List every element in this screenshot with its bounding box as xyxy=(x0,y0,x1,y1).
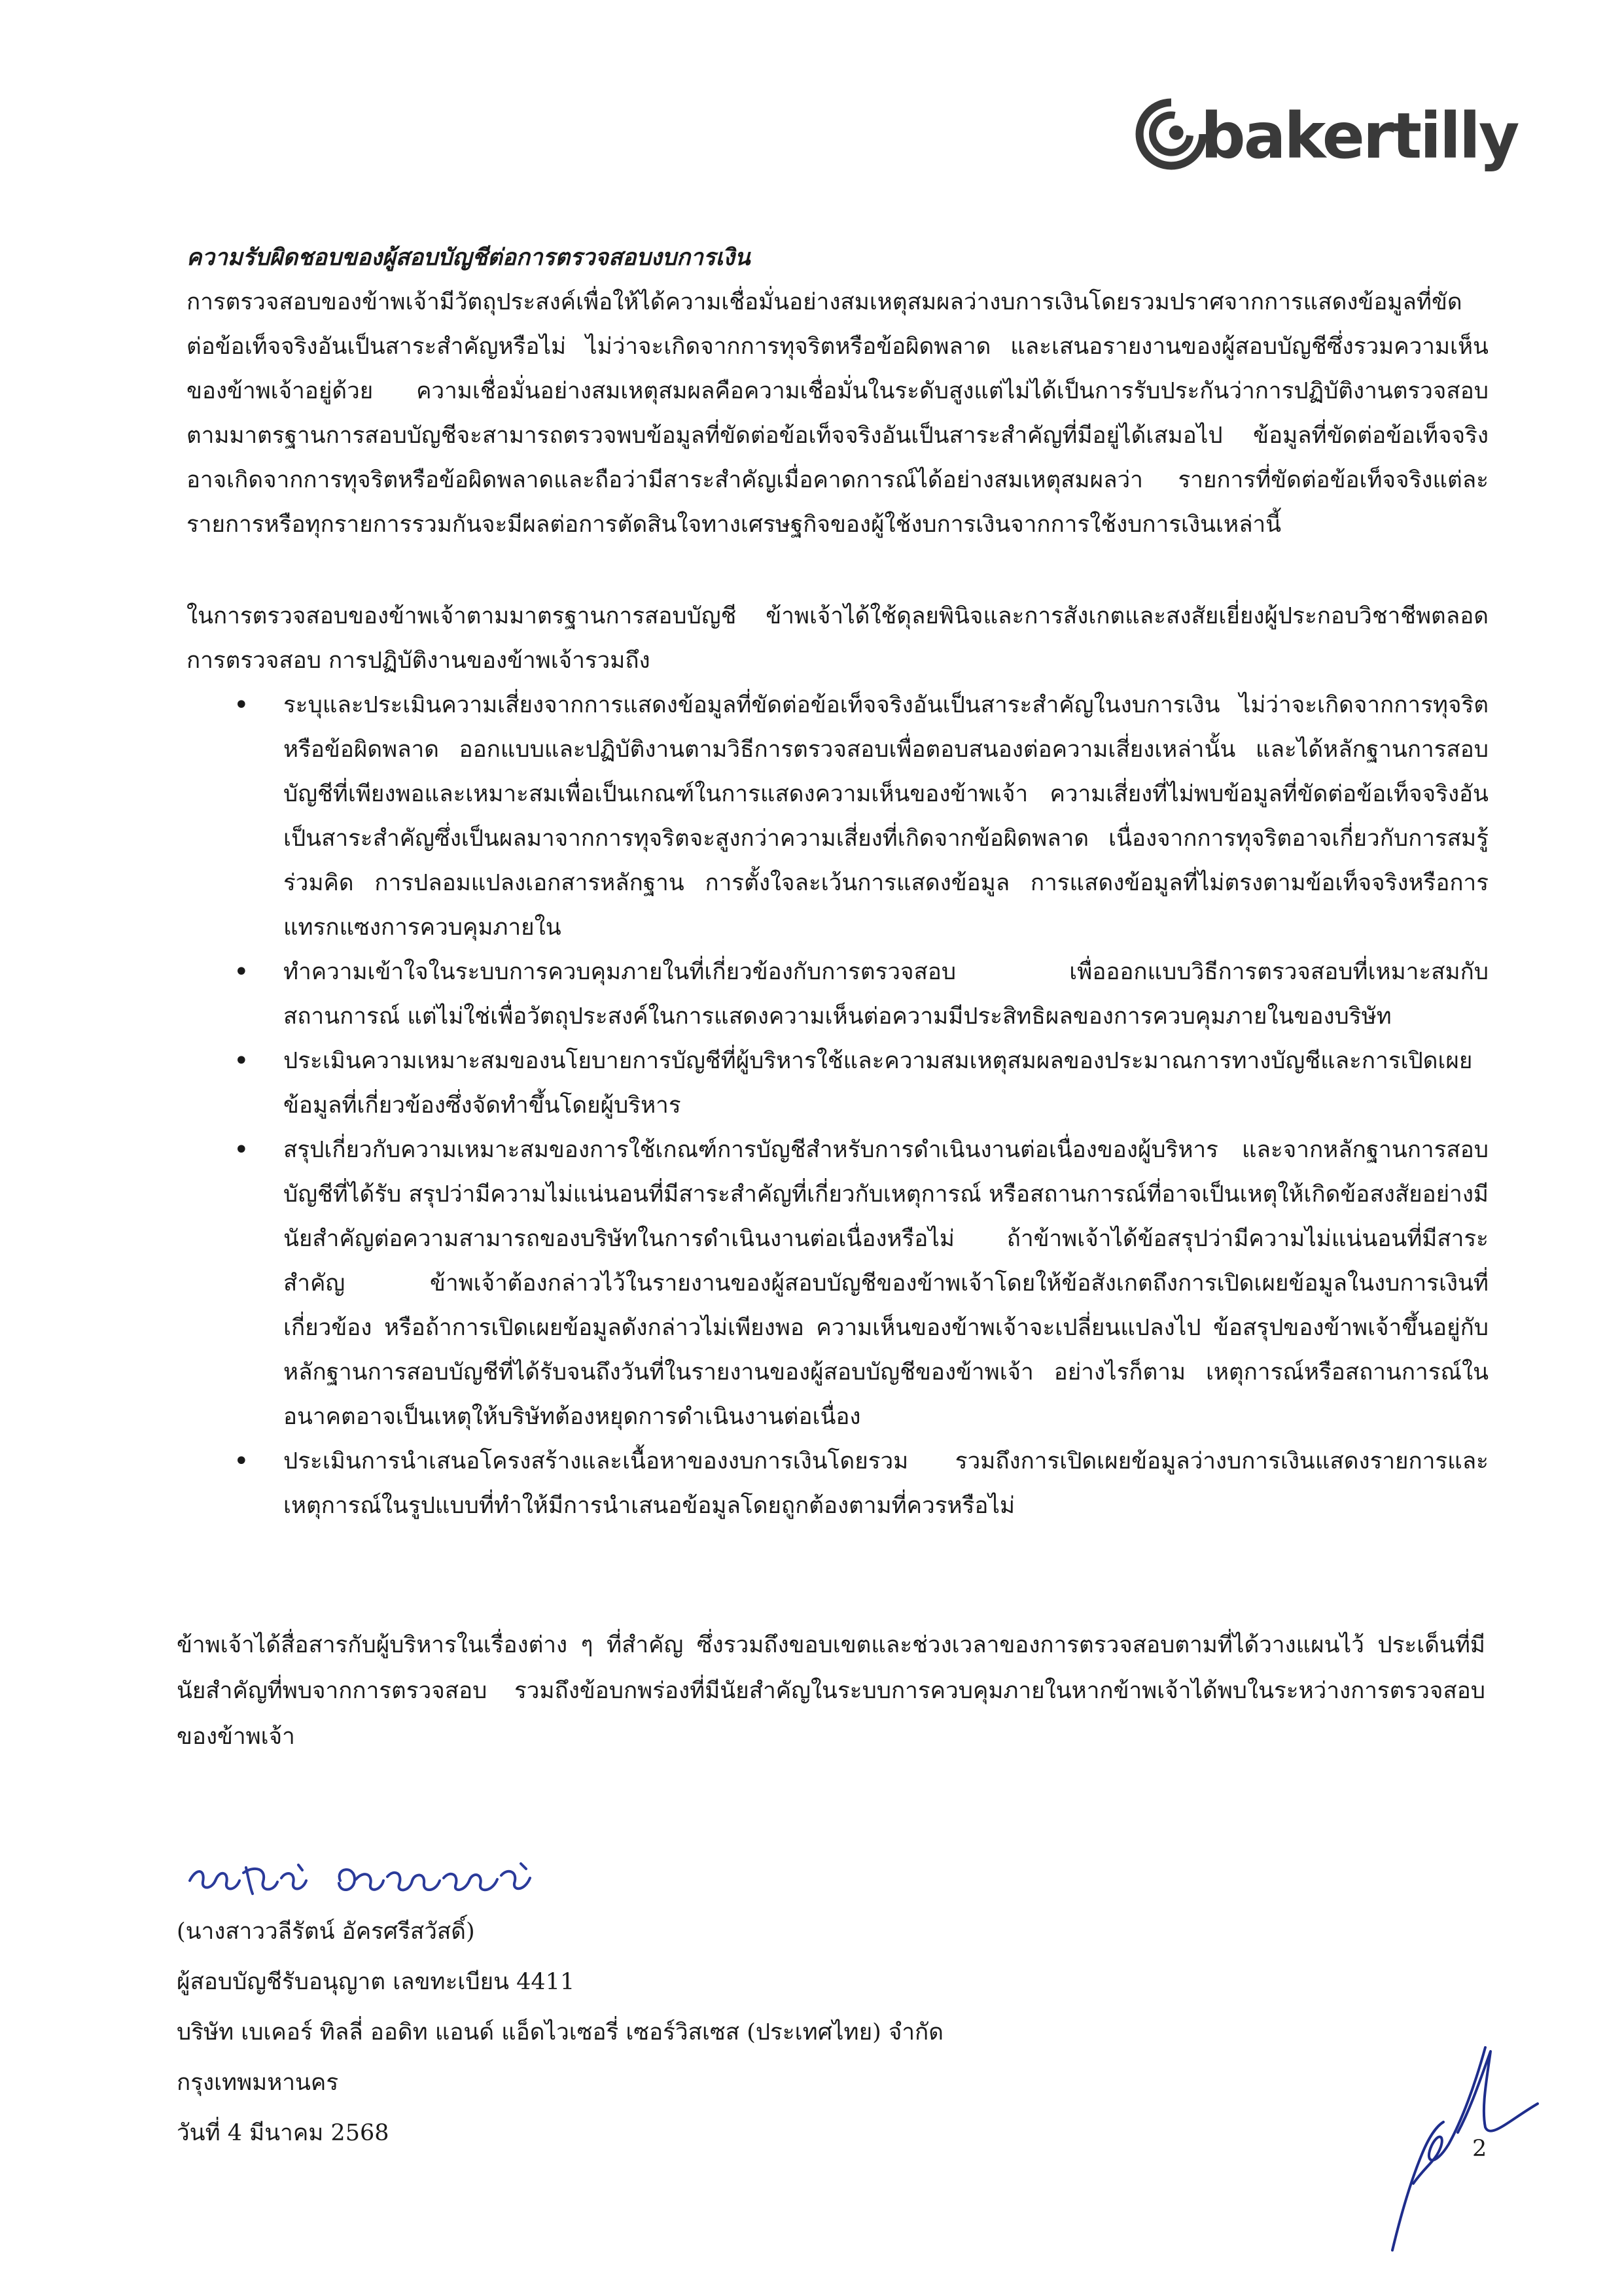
audit-firm: บริษัท เบเคอร์ ทิลลี่ ออดิท แอนด์ แอ็ดไวเซอรี่ เซอร์วิสเซส (ประเทศไทย) จำกัด xyxy=(177,2019,944,2045)
bakertilly-logo-mark-icon xyxy=(1135,98,1207,170)
handwritten-initials xyxy=(1381,2034,1551,2257)
list-item xyxy=(186,950,1489,1039)
auditor-name: (นางสาววลีรัตน์ อัครศรีสวัสดิ์) xyxy=(177,1919,475,1945)
list-item xyxy=(186,683,1489,950)
section-heading: ความรับผิดชอบของผู้สอบบัญชีต่อการตรวจสอบงบการเงิน xyxy=(186,244,750,271)
list-item xyxy=(186,1128,1489,1439)
auditor-license: ผู้สอบบัญชีรับอนุญาต เลขทะเบียน 4411 xyxy=(177,1969,575,1995)
report-date: วันที่ 4 มีนาคม 2568 xyxy=(177,2120,389,2146)
list-item-text: ประเมินความเหมาะสมของนโยบายการบัญชีที่ผู้บริหารใช้และความสมเหตุสมผลของประมาณการทางบัญชีและการเปิดเผยข้อมูลที่เกี่ยวข้องซึ่งจัดทำขึ้นโดยผู้บริหาร xyxy=(283,1048,1473,1119)
handwritten-signature xyxy=(183,1841,550,1913)
page-number: 2 xyxy=(1472,2136,1487,2162)
list-item xyxy=(186,1439,1489,1528)
report-body xyxy=(186,235,1489,1528)
paragraph-spacer xyxy=(186,547,1489,594)
procedure-list xyxy=(186,683,1489,1528)
list-item-text: สรุปเกี่ยวกับความเหมาะสมของการใช้เกณฑ์การบัญชีสำหรับการดำเนินงานต่อเนื่องของผู้บริหาร และจากหลักฐานการสอบบัญชีที่ได้รับ สรุปว่ามีความไม่แน่นอนที่มีสาระสำคัญที่เกี่ยวกับเหตุการณ์ หรือสถานการณ์ที่อาจเป็นเหตุให้เกิดข้อสงสัยอย่างมีนัยสำคัญต่อความสามารถของบริษัทในการดำเนินงานต่อเนื่องหรือไม่ ถ้าข้าพเจ้าได้ข้อสรุปว่ามีความไม่แน่นอนที่มีสาระสำคัญ ข้าพเจ้าต้องกล่าวไว้ในรายงานของผู้สอบบัญชีของข้าพเจ้าโดยให้ข้อสังเกตถึงการเปิดเผยข้อมูลในงบการเงินที่เกี่ยวข้อง หรือถ้าการเปิดเผยข้อมูลดังกล่าวไม่เพียงพอ ความเห็นของข้าพเจ้าจะเปลี่ยนแปลงไป ข้อสรุปของข้าพเจ้าขึ้นอยู่กับหลักฐานการสอบบัญชีที่ได้รับจนถึงวันที่ในรายงานของผู้สอบบัญชีของข้าพเจ้า อย่างไรก็ตาม เหตุการณ์หรือสถานการณ์ในอนาคตอาจเป็นเหตุให้บริษัทต้องหยุดการดำเนินงานต่อเนื่อง xyxy=(283,1137,1489,1430)
bullet-icon: • xyxy=(234,1135,249,1165)
logo-wordmark: bakertilly xyxy=(1201,99,1518,173)
bullet-icon: • xyxy=(234,1046,249,1076)
bullet-icon: • xyxy=(234,957,249,987)
paragraph-objectives: การตรวจสอบของข้าพเจ้ามีวัตถุประสงค์เพื่อให้ได้ความเชื่อมั่นอย่างสมเหตุสมผลว่างบการเงินโดยรวมปราศจากการแสดงข้อมูลที่ขัดต่อข้อเท็จจริงอันเป็นสาระสำคัญหรือไม่ ไม่ว่าจะเกิดจากการทุจริตหรือข้อผิดพลาด และเสนอรายงานของผู้สอบบัญชีซึ่งรวมความเห็นของข้าพเจ้าอยู่ด้วย ความเชื่อมั่นอย่างสมเหตุสมผลคือความเชื่อมั่นในระดับสูงแต่ไม่ได้เป็นการรับประกันว่าการปฏิบัติงานตรวจสอบตามมาตรฐานการสอบบัญชีจะสามารถตรวจพบข้อมูลที่ขัดต่อข้อเท็จจริงอันเป็นสาระสำคัญที่มีอยู่ได้เสมอไป ข้อมูลที่ขัดต่อข้อเท็จจริงอาจเกิดจากการทุจริตหรือข้อผิดพลาดและถือว่ามีสาระสำคัญเมื่อคาดการณ์ได้อย่างสมเหตุสมผลว่า รายการที่ขัดต่อข้อเท็จจริงแต่ละรายการหรือทุกรายการรวมกันจะมีผลต่อการตัดสินใจทางเศรษฐกิจของผู้ใช้งบการเงินจากการใช้งบการเงินเหล่านี้ xyxy=(186,289,1489,538)
bullet-icon: • xyxy=(234,690,249,720)
bullet-icon: • xyxy=(234,1446,249,1476)
list-item xyxy=(186,1039,1489,1128)
bakertilly-logo xyxy=(1135,93,1518,191)
city: กรุงเทพมหานคร xyxy=(177,2070,339,2096)
list-item-text: ระบุและประเมินความเสี่ยงจากการแสดงข้อมูลที่ขัดต่อข้อเท็จจริงอันเป็นสาระสำคัญในงบการเงิน ไม่ว่าจะเกิดจากการทุจริตหรือข้อผิดพลาด ออกแบบและปฏิบัติงานตามวิธีการตรวจสอบเพื่อตอบสนองต่อความเสี่ยงเหล่านั้น และได้หลักฐานการสอบบัญชีที่เพียงพอและเหมาะสมเพื่อเป็นเกณฑ์ในการแสดงความเห็นของข้าพเจ้า ความเสี่ยงที่ไม่พบข้อมูลที่ขัดต่อข้อเท็จจริงอันเป็นสาระสำคัญซึ่งเป็นผลมาจากการทุจริตจะสูงกว่าความเสี่ยงที่เกิดจากข้อผิดพลาด เนื่องจากการทุจริตอาจเกี่ยวกับการสมรู้ร่วมคิด การปลอมแปลงเอกสารหลักฐาน การตั้งใจละเว้นการแสดงข้อมูล การแสดงข้อมูลที่ไม่ตรงตามข้อเท็จจริงหรือการแทรกแซงการควบคุมภายใน xyxy=(283,692,1489,941)
list-item-text: ประเมินการนำเสนอโครงสร้างและเนื้อหาของงบการเงินโดยรวม รวมถึงการเปิดเผยข้อมูลว่างบการเงินแสดงรายการและเหตุการณ์ในรูปแบบที่ทำให้มีการนำเสนอข้อมูลโดยถูกต้องตามที่ควรหรือไม่ xyxy=(283,1448,1489,1519)
list-item-text: ทำความเข้าใจในระบบการควบคุมภายในที่เกี่ยวข้องกับการตรวจสอบ เพื่อออกแบบวิธีการตรวจสอบที่เหมาะสมกับสถานการณ์ แต่ไม่ใช่เพื่อวัตถุประสงค์ในการแสดงความเห็นต่อความมีประสิทธิผลของการควบคุมภายในของบริษัท xyxy=(283,959,1489,1030)
paragraph-communication: ข้าพเจ้าได้สื่อสารกับผู้บริหารในเรื่องต่าง ๆ ที่สำคัญ ซึ่งรวมถึงขอบเขตและช่วงเวลาของการตรวจสอบตามที่ได้วางแผนไว้ ประเด็นที่มีนัยสำคัญที่พบจากการตรวจสอบ รวมถึงข้อบกพร่องที่มีนัยสำคัญในระบบการควบคุมภายในหากข้าพเจ้าได้พบในระหว่างการตรวจสอบของข้าพเจ้า xyxy=(177,1632,1485,1750)
paragraph-procedures: ในการตรวจสอบของข้าพเจ้าตามมาตรฐานการสอบบัญชี ข้าพเจ้าได้ใช้ดุลยพินิจและการสังเกตและสงสัยเยี่ยงผู้ประกอบวิชาชีพตลอดการตรวจสอบ การปฏิบัติงานของข้าพเจ้ารวมถึง xyxy=(186,603,1489,674)
auditor-signature-block xyxy=(177,1907,944,2159)
